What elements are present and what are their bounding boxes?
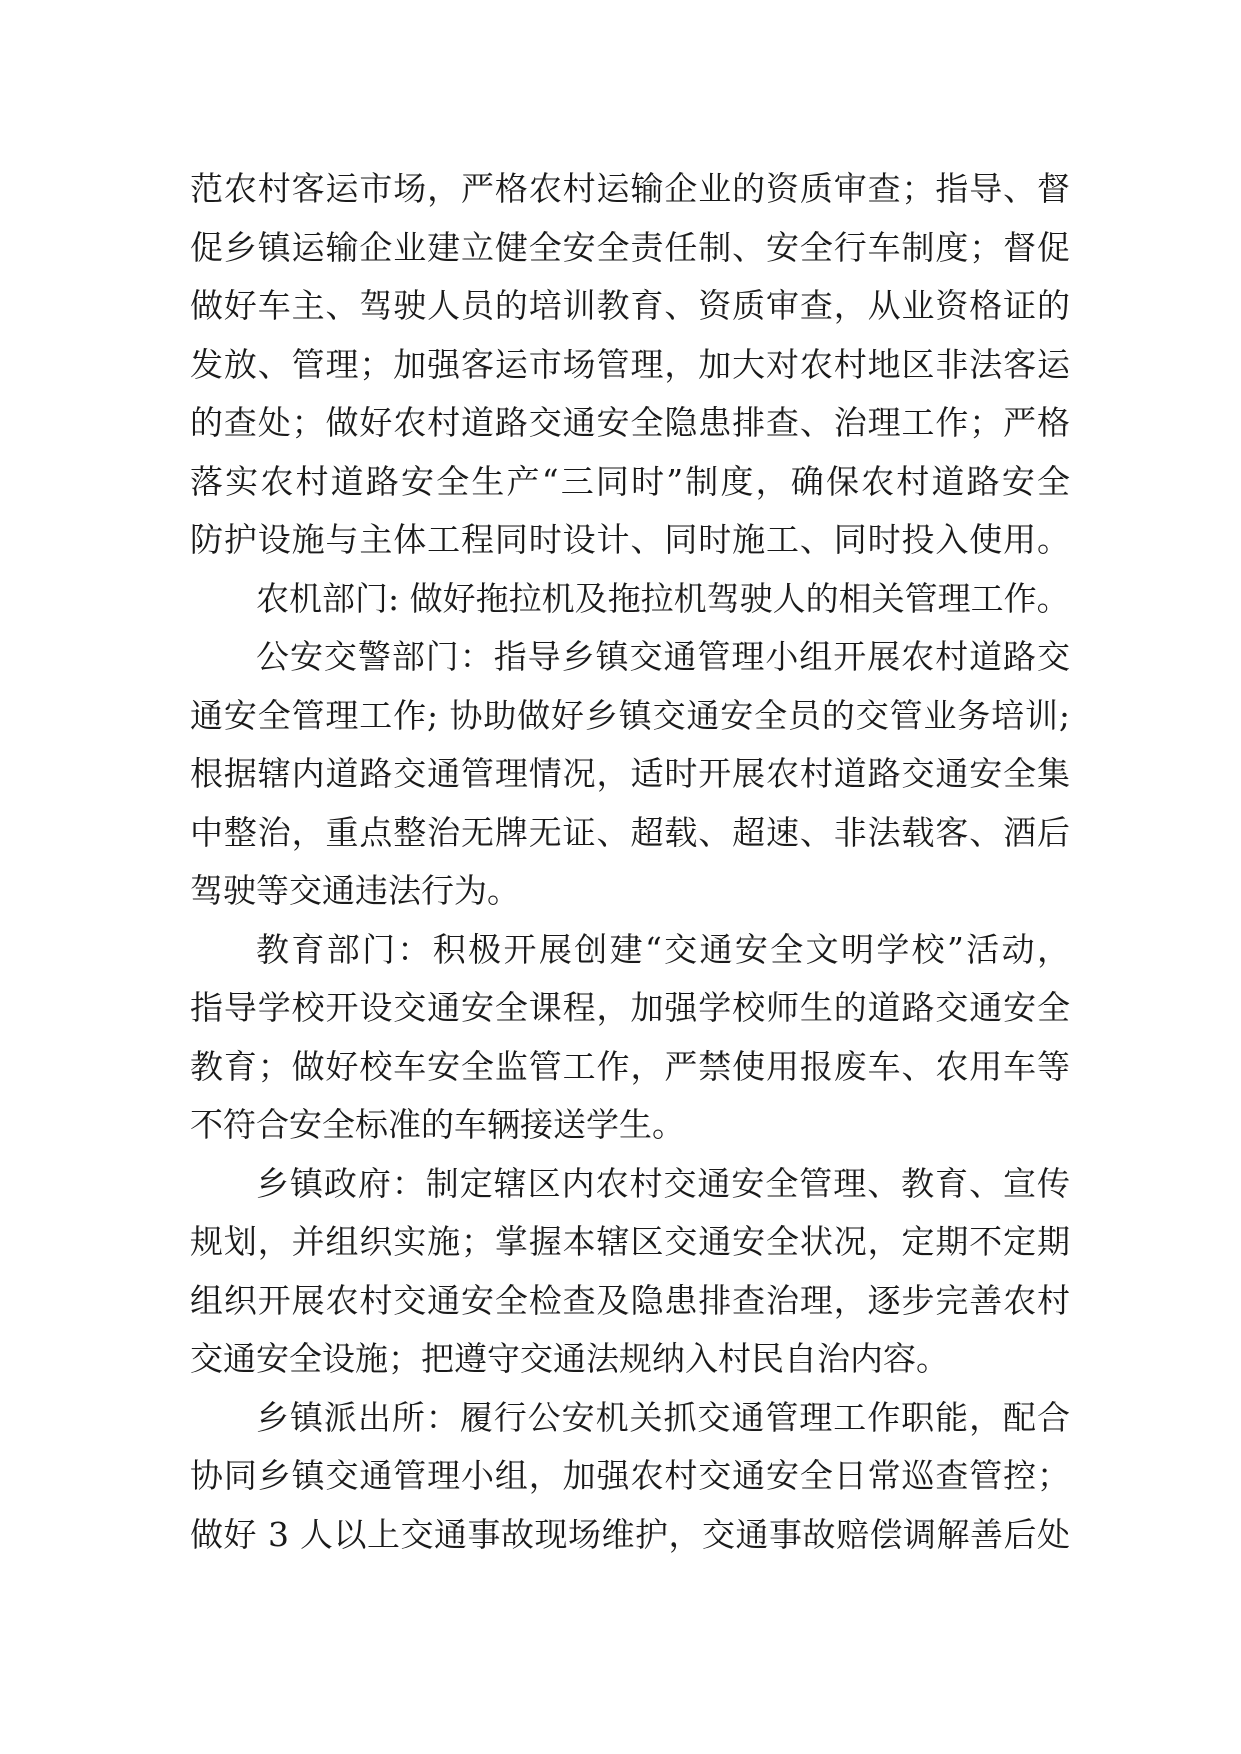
body-line: 促乡镇运输企业建立健全安全责任制、安全行车制度；督促 [190,227,1070,267]
body-line: 教育；做好校车安全监管工作，严禁使用报废车、农用车等 [190,1046,1070,1086]
body-line: 交通安全设施；把遵守交通法规纳入村民自治内容。 [190,1339,949,1378]
body-line: 发放、管理；加强客运市场管理，加大对农村地区非法客运 [190,344,1070,384]
paragraph-education: 教育部门：积极开展创建“交通安全文明学校”活动， [256,929,1070,969]
body-line: 范农村客运市场，严格农村运输企业的资质审查；指导、督 [190,169,1070,208]
body-line: 驾驶等交通违法行为。 [190,871,520,910]
body-line: 做好 3 人以上交通事故现场维护，交通事故赔偿调解善后处 [190,1514,1070,1554]
body-line: 通安全管理工作; 协助做好乡镇交通安全员的交管业务培训; [190,695,1070,735]
body-line: 中整治，重点整治无牌无证、超载、超速、非法载客、酒后 [190,812,1070,852]
body-line: 根据辖内道路交通管理情况，适时开展农村道路交通安全集 [190,754,1070,793]
body-line: 的查处；做好农村道路交通安全隐患排查、治理工作；严格 [190,403,1070,442]
body-line: 规划，并组织实施；掌握本辖区交通安全状况，定期不定期 [190,1222,1070,1261]
body-line: 指导学校开设交通安全课程，加强学校师生的道路交通安全 [190,988,1070,1027]
document-body [190,160,1070,1564]
body-line: 组织开展农村交通安全检查及隐患排查治理，逐步完善农村 [190,1280,1070,1320]
body-line: 协同乡镇交通管理小组，加强农村交通安全日常巡查管控； [190,1456,1070,1495]
paragraph-agri-machinery: 农机部门: 做好拖拉机及拖拉机驾驶人的相关管理工作。 [256,578,1070,618]
paragraph-police-station: 乡镇派出所：履行公安机关抓交通管理工作职能，配合 [256,1397,1070,1437]
paragraph-traffic-police: 公安交警部门：指导乡镇交通管理小组开展农村道路交 [256,637,1070,676]
paragraph-township-government: 乡镇政府：制定辖区内农村交通安全管理、教育、宣传 [256,1163,1070,1203]
body-line: 防护设施与主体工程同时设计、同时施工、同时投入使用。 [190,520,1070,559]
body-line: 落实农村道路安全生产“三同时”制度，确保农村道路安全 [190,461,1070,501]
body-line: 不符合安全标准的车辆接送学生。 [190,1105,685,1144]
body-line: 做好车主、驾驶人员的培训教育、资质审查，从业资格证的 [190,286,1070,325]
